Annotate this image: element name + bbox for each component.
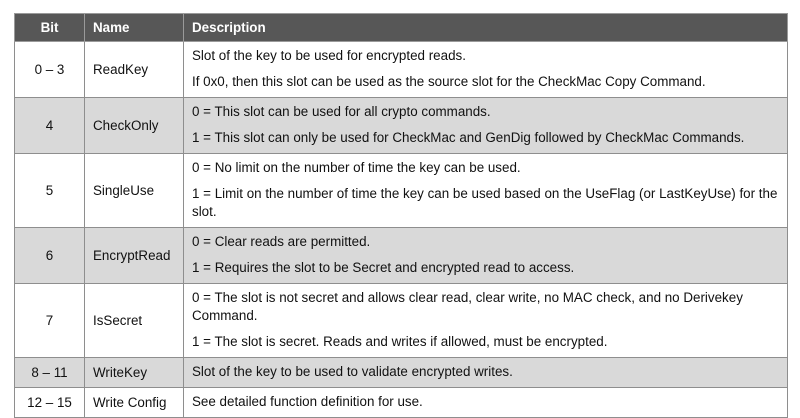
table-row (15, 42, 788, 98)
table-row (15, 154, 788, 228)
description-cell (184, 154, 788, 228)
bit-cell: 6 (15, 228, 85, 284)
column-header-bit: Bit (15, 14, 85, 42)
description-line: 0 = The slot is not secret and allows clear read, clear write, no MAC check, and no Derivekey Command. (192, 290, 743, 323)
description-line: 0 = This slot can be used for all crypto commands. (192, 104, 491, 119)
name-cell: WriteKey (85, 358, 184, 388)
description-line: 0 = Clear reads are permitted. (192, 234, 371, 249)
bit-cell: 8 – 11 (15, 358, 85, 388)
description-line: 1 = The slot is secret. Reads and writes if allowed, must be encrypted. (192, 334, 608, 349)
table-row (15, 228, 788, 284)
name-cell: CheckOnly (85, 98, 184, 154)
description-cell (184, 98, 788, 154)
bit-cell: 7 (15, 284, 85, 358)
bit-cell: 12 – 15 (15, 388, 85, 418)
bit-cell: 4 (15, 98, 85, 154)
table-row (15, 284, 788, 358)
column-header-name: Name (85, 14, 184, 42)
name-cell: EncryptRead (85, 228, 184, 284)
description-cell (184, 228, 788, 284)
bit-cell: 0 – 3 (15, 42, 85, 98)
description-cell (184, 284, 788, 358)
name-cell: IsSecret (85, 284, 184, 358)
table-row (15, 358, 788, 388)
name-cell: Write Config (85, 388, 184, 418)
description-line: 1 = Requires the slot to be Secret and encrypted read to access. (192, 260, 575, 275)
description-line: Slot of the key to be used for encrypted reads. (192, 48, 466, 63)
name-cell: SingleUse (85, 154, 184, 228)
description-line: See detailed function definition for use. (192, 394, 423, 409)
table-row (15, 98, 788, 154)
table-header-row (15, 14, 788, 42)
description-line: 1 = This slot can only be used for CheckMac and GenDig followed by CheckMac Commands. (192, 130, 745, 145)
bit-cell: 5 (15, 154, 85, 228)
description-line: If 0x0, then this slot can be used as the source slot for the CheckMac Copy Command. (192, 74, 706, 89)
description-line: Slot of the key to be used to validate encrypted writes. (192, 364, 513, 379)
name-cell: ReadKey (85, 42, 184, 98)
description-cell (184, 42, 788, 98)
description-cell (184, 358, 788, 388)
slot-config-table (14, 13, 788, 418)
table-row (15, 388, 788, 418)
description-line: 0 = No limit on the number of time the key can be used. (192, 160, 521, 175)
column-header-description: Description (184, 14, 788, 42)
description-cell (184, 388, 788, 418)
description-line: 1 = Limit on the number of time the key can be used based on the UseFlag (or LastKeyUse) for the slot. (192, 186, 778, 219)
